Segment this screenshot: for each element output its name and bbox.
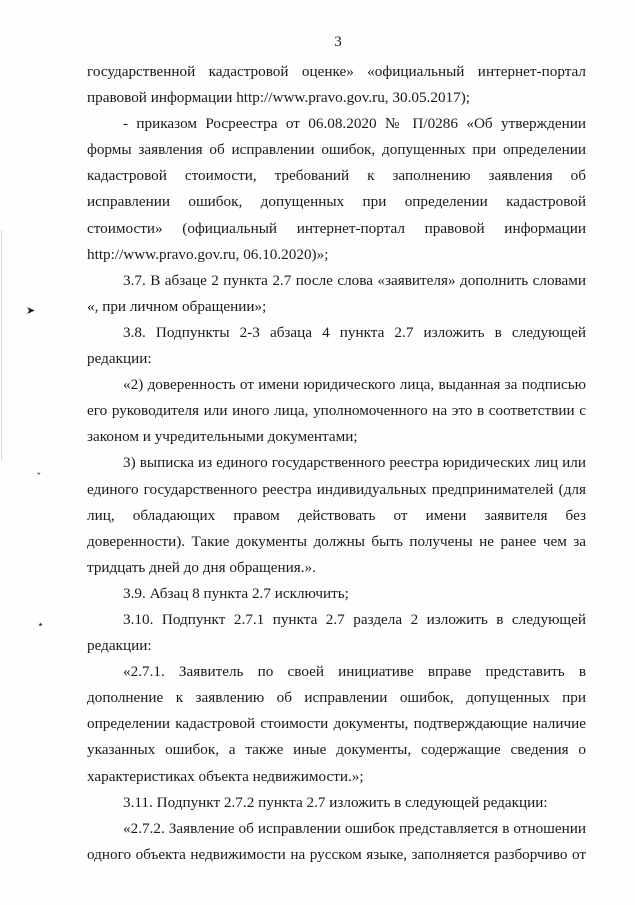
paragraph: «2.7.1. Заявитель по своей инициативе вправе представить в дополнение к заявлению об исправлении ошибок, допущенных при определении кадастровой стоимости документы, подтверждающие наличие указанных ошибок, а также иные документы, содержащие сведения о характеристиках объекта недвижимости.»; [87, 663, 586, 785]
paragraph: 3.9. Абзац 8 пункта 2.7 исключить; [123, 584, 349, 602]
paragraph: 3) выписка из единого государственного реестра юридических лиц или единого государственного реестра индивидуальных предпринимателей (для лиц, обладающих правом действовать от имени заявителя без доверенности). Такие документы должны быть получены не ранее чем за тридцать дней до дня обращения.». [87, 454, 586, 576]
paragraph: 3.10. Подпункт 2.7.1 пункта 2.7 раздела 2 изложить в следующей редакции: [87, 610, 586, 655]
scan-speck-mark: ➤ [26, 304, 36, 317]
document-body [87, 59, 586, 868]
scan-speck-mark: ˇ [36, 471, 42, 484]
paragraph: 3.11. Подпункт 2.7.2 пункта 2.7 изложить в следующей редакции: [123, 793, 548, 811]
paragraph: 3.8. Подпункты 2-3 абзаца 4 пункта 2.7 изложить в следующей редакции: [87, 323, 586, 368]
paragraph: «2) доверенность от имени юридического лица, выданная за подписью его руководителя или иного лица, уполномоченного на это в соответствии с законом и учредительными документами; [87, 376, 586, 446]
page-number: 3 [334, 34, 342, 50]
scan-edge-line [1, 230, 2, 460]
paragraph: государственной кадастровой оценке» «официальный интернет-портал правовой информации http://www.pravo.gov.ru, 30.05.2017); [87, 63, 586, 107]
scan-speck-mark: ⋆ [37, 618, 44, 631]
paragraph: - приказом Росреестра от 06.08.2020 № П/0286 «Об утверждении формы заявления об исправлении ошибок, допущенных при определении кадастровой стоимости, требований к заполнению заявления об исправлении ошибок, допущенных при определении кадастровой стоимости» (официальный интернет-портал правовой информации http://www.pravo.gov.ru, 06.10.2020)»; [87, 115, 586, 263]
paragraph: «2.7.2. Заявление об исправлении ошибок представляется в отношении одного объекта недвижимости на русском языке, заполняется разборчиво от [87, 819, 586, 863]
paragraph: 3.7. В абзаце 2 пункта 2.7 после слова «заявителя» дополнить словами «, при личном обращении»; [87, 271, 586, 315]
